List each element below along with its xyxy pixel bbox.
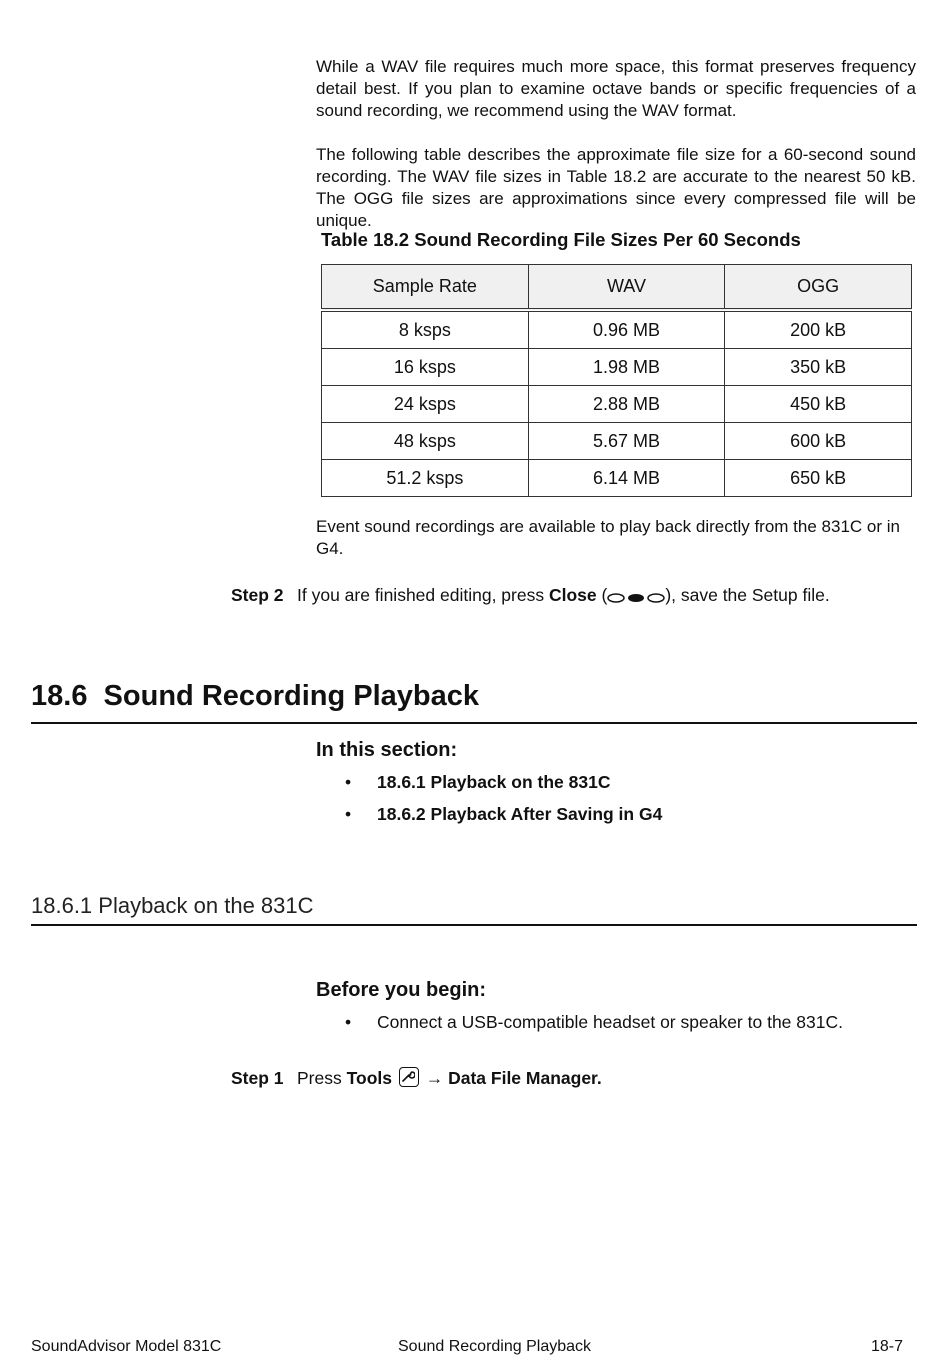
section-link-item: • 18.6.1 Playback on the 831C: [345, 772, 611, 792]
step-2: [231, 585, 830, 609]
table-cell: 48 ksps: [322, 423, 529, 460]
table-cell: 16 ksps: [322, 349, 529, 386]
table-cell: 600 kB: [725, 423, 912, 460]
footer-left: SoundAdvisor Model 831C: [31, 1338, 222, 1355]
section-link[interactable]: 18.6.2 Playback After Saving in G4: [377, 804, 663, 824]
step-1: [231, 1067, 602, 1089]
subsection-rule: [31, 924, 917, 926]
table-row: [322, 460, 912, 497]
table-row: [322, 386, 912, 423]
data-file-manager-keyword: Data File Manager.: [448, 1068, 602, 1088]
table-cell: 6.14 MB: [528, 460, 725, 497]
section-link-item: • 18.6.2 Playback After Saving in G4: [345, 804, 663, 824]
table-caption: Table 18.2 Sound Recording File Sizes Per 60 Seconds: [321, 229, 801, 250]
step-text: Press: [297, 1068, 347, 1088]
event-note-paragraph: Event sound recordings are available to play back directly from the 831C or in G4.: [316, 517, 900, 558]
table-cell: 200 kB: [725, 310, 912, 349]
section-link[interactable]: 18.6.1 Playback on the 831C: [377, 772, 611, 792]
section-rule: [31, 722, 917, 724]
tools-keyword: Tools: [346, 1068, 392, 1088]
softkey-middle-icon: [607, 588, 665, 609]
table-cell: 8 ksps: [322, 310, 529, 349]
table-cell: 0.96 MB: [528, 310, 725, 349]
table-row: [322, 349, 912, 386]
table-cell: 1.98 MB: [528, 349, 725, 386]
table-header-row: [322, 265, 912, 311]
file-size-table: [321, 264, 912, 497]
table-intro-paragraph: The following table describes the approximate file size for a 60-second sound recording. The WAV file sizes in Table 18.2 are accurate to the nearest 50 kB. The OGG file sizes are approximations since every compressed file will be unique.: [316, 145, 916, 230]
table-cell: 350 kB: [725, 349, 912, 386]
list-item-text: Connect a USB-compatible headset or speaker to the 831C.: [377, 1012, 843, 1032]
wrench-icon: [399, 1067, 419, 1087]
subsection-title: 18.6.1 Playback on the 831C: [31, 893, 314, 918]
step-number: Step 1: [231, 1068, 284, 1088]
table-header-cell: Sample Rate: [322, 265, 529, 311]
table-cell: 2.88 MB: [528, 386, 725, 423]
close-keyword: Close: [548, 585, 597, 605]
table-header-cell: WAV: [528, 265, 725, 311]
step-number: Step 2: [231, 585, 284, 605]
table-row: [322, 423, 912, 460]
table-cell: 650 kB: [725, 460, 912, 497]
arrow: →: [420, 1068, 449, 1088]
table-cell: 24 ksps: [322, 386, 529, 423]
wav-note-paragraph: While a WAV file requires much more space, this format preserves frequency detail best. If you plan to examine octave bands or specific frequencies of a sound recording, we recommend using the WAV format.: [316, 57, 916, 120]
before-you-begin-heading: Before you begin:: [316, 979, 487, 1001]
table-cell: 51.2 ksps: [322, 460, 529, 497]
table-row: [322, 310, 912, 349]
paren: (: [596, 585, 608, 605]
list-item: • Connect a USB-compatible headset or speaker to the 831C.: [345, 1012, 843, 1032]
table-header-cell: OGG: [725, 265, 912, 311]
section-title: 18.6 Sound Recording Playback: [31, 680, 480, 712]
step-text-after: ), save the Setup file.: [665, 585, 830, 605]
table-cell: 5.67 MB: [528, 423, 725, 460]
table-cell: 450 kB: [725, 386, 912, 423]
footer-center: Sound Recording Playback: [398, 1338, 592, 1355]
step-text: If you are finished editing, press: [297, 585, 549, 605]
page-number: 18-7: [871, 1338, 904, 1355]
in-this-section-heading: In this section:: [316, 739, 458, 761]
